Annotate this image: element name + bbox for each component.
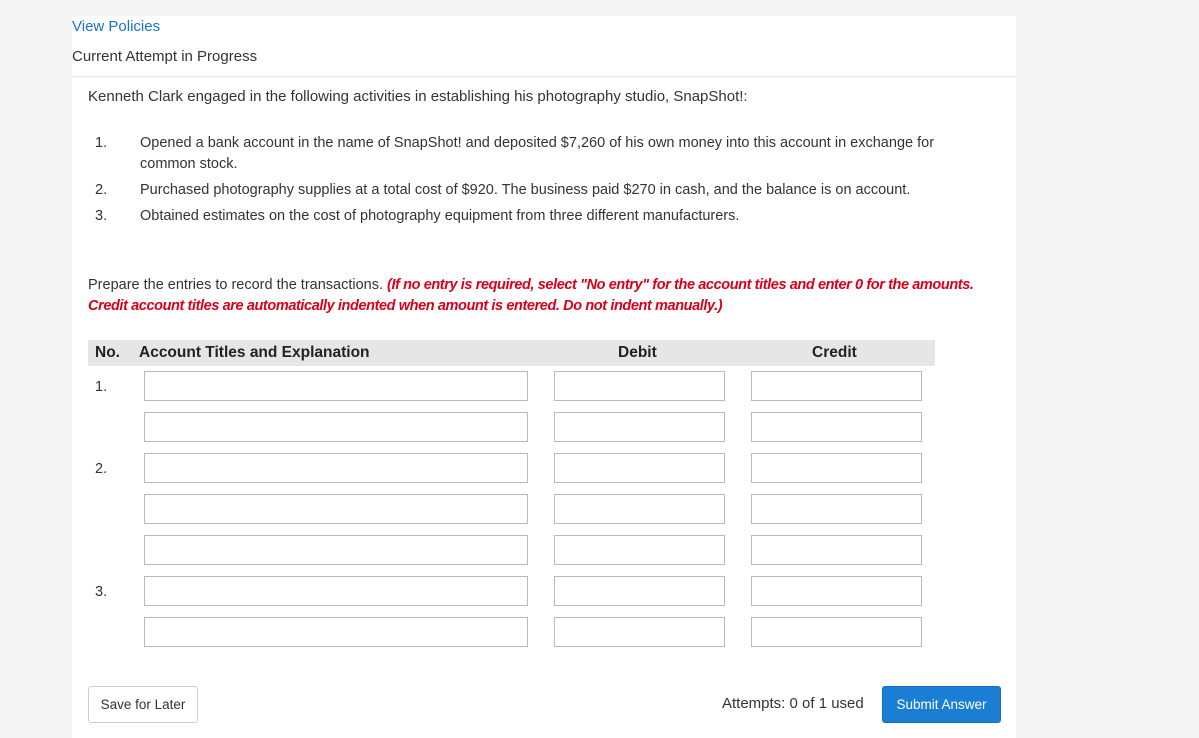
- debit-input[interactable]: [554, 453, 725, 483]
- activity-item: [88, 206, 998, 227]
- account-title-input[interactable]: [144, 494, 528, 524]
- credit-input[interactable]: [751, 494, 922, 524]
- account-title-input[interactable]: [144, 371, 528, 401]
- activity-text: Opened a bank account in the name of SnapShot! and deposited $7,260 of his own money into this account in exchange for common stock.: [140, 135, 935, 172]
- credit-input[interactable]: [751, 535, 922, 565]
- activity-number: 3.: [95, 208, 108, 224]
- instructions: [88, 275, 1008, 317]
- attempt-status-heading: Current Attempt in Progress: [72, 48, 258, 65]
- account-title-input[interactable]: [144, 617, 528, 647]
- activity-number: 2.: [95, 182, 108, 198]
- submit-answer-button[interactable]: Submit Answer: [882, 686, 1001, 723]
- account-title-input[interactable]: [144, 576, 528, 606]
- attempts-counter: Attempts: 0 of 1 used: [722, 695, 864, 712]
- activity-text: Obtained estimates on the cost of photography equipment from three different manufacturers.: [140, 208, 740, 224]
- instructions-note: (If no entry is required, select "No entry" for the account titles and enter 0 for the amounts. Credit account titles are automatically indented when amount is entered. Do not indent manually.): [88, 277, 974, 314]
- save-for-later-button[interactable]: Save for Later: [88, 686, 198, 723]
- journal-table-header: [88, 340, 935, 366]
- account-title-input[interactable]: [144, 535, 528, 565]
- debit-input[interactable]: [554, 617, 725, 647]
- activity-item: [88, 180, 998, 201]
- account-title-input[interactable]: [144, 453, 528, 483]
- credit-input[interactable]: [751, 412, 922, 442]
- entry-number-1: 1.: [95, 379, 108, 395]
- header-debit: Debit: [618, 344, 657, 361]
- view-policies-link[interactable]: View Policies: [72, 18, 161, 35]
- account-title-input[interactable]: [144, 412, 528, 442]
- instructions-text: Prepare the entries to record the transactions.: [88, 277, 388, 293]
- problem-intro: Kenneth Clark engaged in the following activities in establishing his photography studio, SnapShot!:: [88, 88, 748, 105]
- debit-input[interactable]: [554, 535, 725, 565]
- debit-input[interactable]: [554, 494, 725, 524]
- credit-input[interactable]: [751, 453, 922, 483]
- header-no: No.: [95, 344, 120, 361]
- credit-input[interactable]: [751, 371, 922, 401]
- entry-number-2: 2.: [95, 461, 108, 477]
- activity-number: 1.: [95, 135, 108, 151]
- header-credit: Credit: [812, 344, 857, 361]
- activity-text: Purchased photography supplies at a total cost of $920. The business paid $270 in cash, and the balance is on account.: [140, 182, 911, 198]
- debit-input[interactable]: [554, 371, 725, 401]
- debit-input[interactable]: [554, 576, 725, 606]
- debit-input[interactable]: [554, 412, 725, 442]
- activity-item: [88, 133, 998, 175]
- entry-number-3: 3.: [95, 584, 108, 600]
- header-divider: [72, 76, 1016, 77]
- activity-list: [88, 133, 998, 232]
- credit-input[interactable]: [751, 617, 922, 647]
- header-account-titles: Account Titles and Explanation: [139, 344, 370, 361]
- credit-input[interactable]: [751, 576, 922, 606]
